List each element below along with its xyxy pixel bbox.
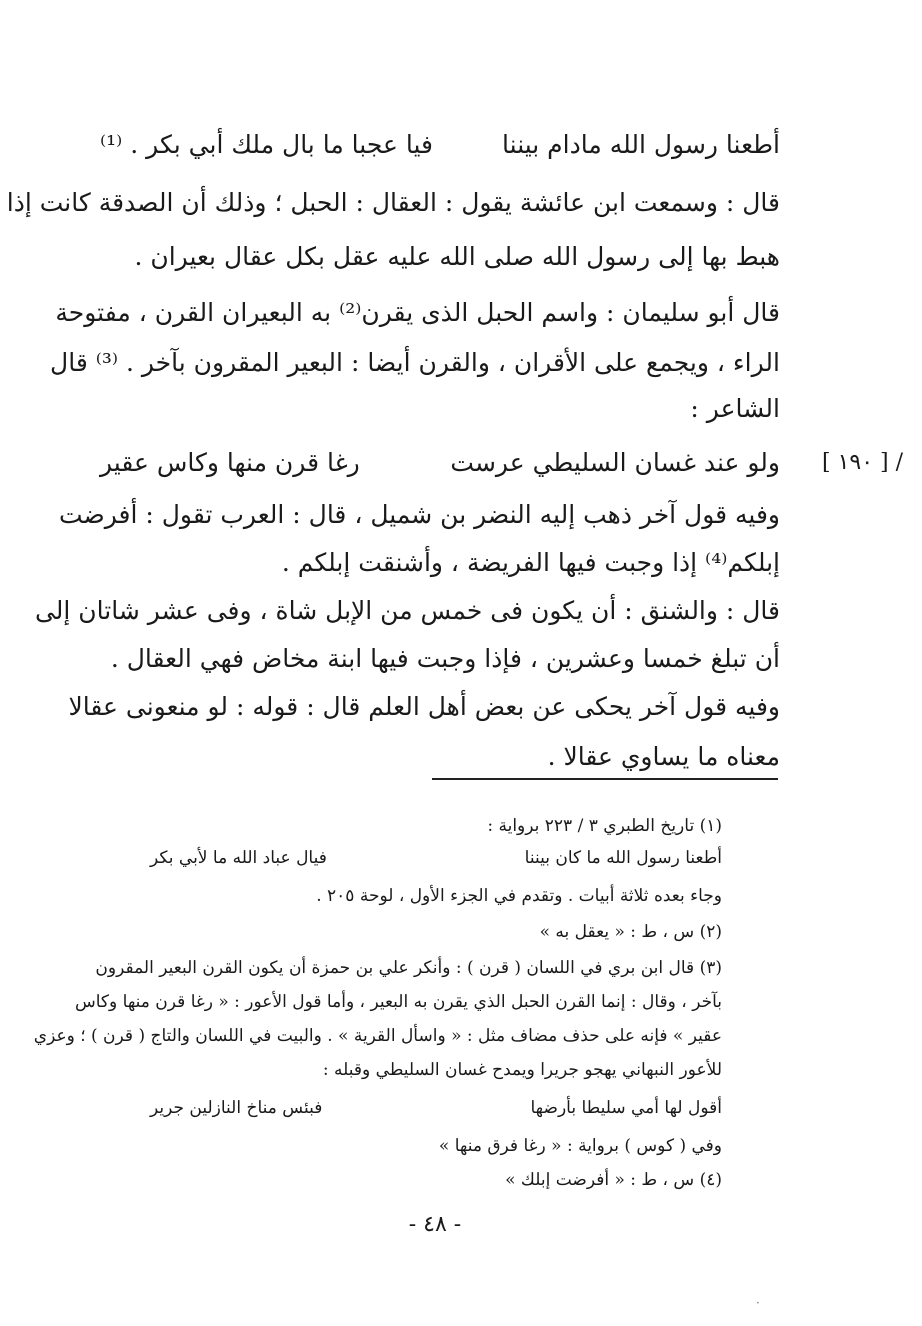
verse-1-right-hemistich: أطعنا رسول الله مادام بيننا [502,130,780,159]
paragraph-4-line-1: قال : والشنق : أن يكون فى خمس من الإبل شاة ، وفى عشر شاتان إلى [34,596,780,625]
footnote-2: (٢) س ، ط : « يعقل به » [539,922,722,942]
footnote-3-verse-left: فبئس مناخ النازلين جرير [150,1098,323,1118]
paragraph-2-line-3: الشاعر : [690,394,780,423]
footnote-3-line-4: للأعور النبهاني يهجو جريرا ويمدح غسان السليطي وقبله : [322,1060,722,1080]
paragraph-4-line-2: أن تبلغ خمسا وعشرين ، فإذا وجبت فيها ابنة مخاض فهي العقال . [110,644,780,673]
paragraph-2-line-2: الراء ، ويجمع على الأقران ، والقرن أيضا : البعير المقرون بآخر . ⁽³⁾ قال [50,348,780,377]
footnote-3-after: وفي ( كوس ) برواية : « رغا فرق منها » [438,1136,722,1156]
verse-2-left-hemistich: رغا قرن منها وكاس عقير [100,448,360,477]
paragraph-1-line-2: هبط بها إلى رسول الله صلى الله عليه عقل بكل عقال بعيران . [134,242,780,271]
footnote-1-intro: (١) تاريخ الطبري ٣ / ٢٢٣ برواية : [487,816,722,836]
paragraph-2-line-1: قال أبو سليمان : واسم الحبل الذى يقرن⁽²⁾ به البعيران القرن ، مفتوحة [55,298,780,327]
footnote-separator [432,778,778,780]
footnote-1-verse-right: أطعنا رسول الله ما كان بيننا [524,848,722,868]
page-number: - ٤٨ - [408,1212,462,1237]
footnote-1-after: وجاء بعده ثلاثة أبيات . وتقدم في الجزء الأول ، لوحة ٢٠٥ . [316,886,722,906]
paragraph-5-line-2: معناه ما يساوي عقالا . [547,742,780,771]
footnote-3-line-3: عقير » فإنه على حذف مضاف مثل : « واسأل القرية » . والبيت في اللسان والتاج ( قرن ) ؛ وعزي [33,1026,722,1046]
paragraph-3-line-1: وفيه قول آخر ذهب إليه النضر بن شميل ، قال : العرب تقول : أفرضت [58,500,780,529]
paragraph-5-line-1: وفيه قول آخر يحكى عن بعض أهل العلم قال : قوله : لو منعونى عقالا [68,692,780,721]
footnote-4: (٤) س ، ط : « أفرضت إبلك » [505,1170,722,1190]
verse-1-left-hemistich: فيا عجبا ما بال ملك أبي بكر . ⁽¹⁾ [100,130,433,159]
footnote-3-line-1: (٣) قال ابن بري في اللسان ( قرن ) : وأنكر علي بن حمزة أن يكون القرن البعير المقرون [95,958,722,978]
verse-2-right-hemistich: ولو عند غسان السليطي عرست [450,448,780,477]
footnote-1-verse-left: فيال عباد الله ما لأبي بكر [150,848,327,868]
scan-speck: · [756,1296,760,1310]
margin-reference: [ ١٩٠ ] / [822,450,904,475]
paragraph-1-line-1: قال : وسمعت ابن عائشة يقول : العقال : الحبل ؛ وذلك أن الصدقة كانت إذا [6,188,780,217]
footnote-3-verse-right: أقول لها أمي سليطا بأرضها [530,1098,722,1118]
paragraph-3-line-2: إبلكم⁽⁴⁾ إذا وجبت فيها الفريضة ، وأشنقت إبلكم . [281,548,780,577]
footnote-3-line-2: بآخر ، وقال : إنما القرن الحبل الذي يقرن به البعير ، وأما قول الأعور : « رغا قرن منها وكاس [75,992,722,1012]
